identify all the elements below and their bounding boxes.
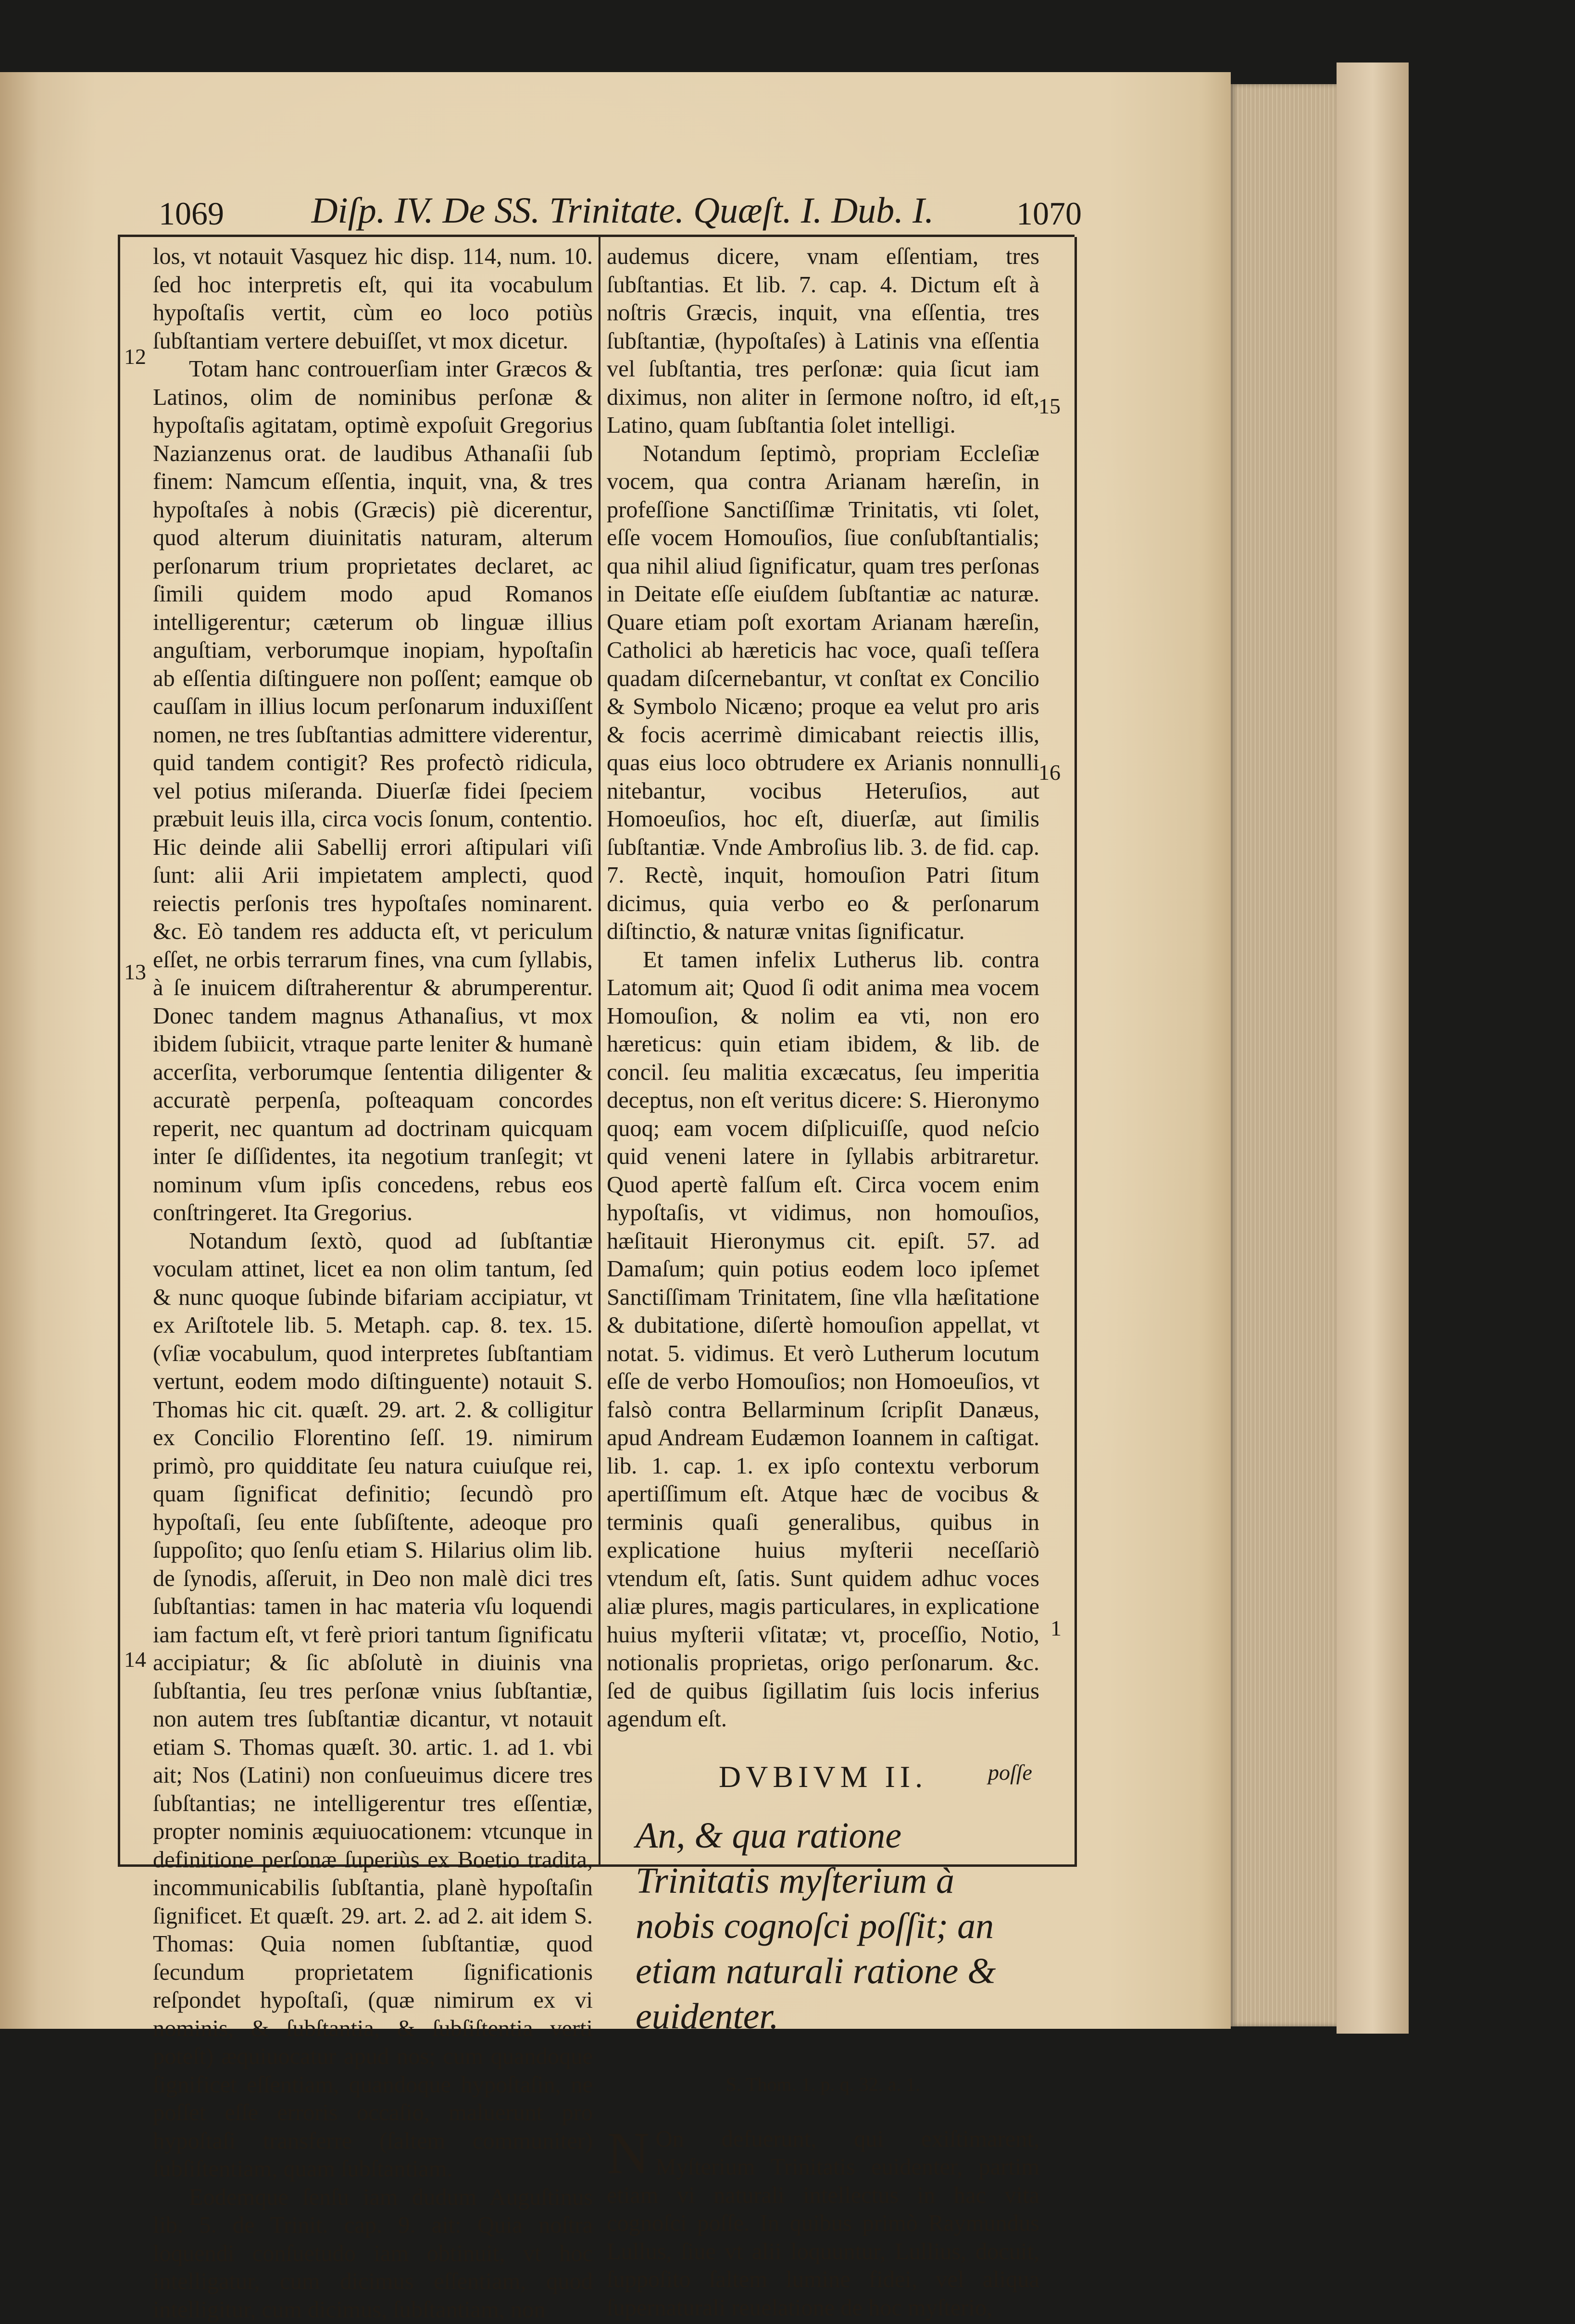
margin-number-1: 1 — [1050, 1615, 1062, 1641]
paragraph-15: Notandum ſeptimò, propriam Eccleſiæ vocem, qua contra Arianam hæreſin, in profeſſione Sanctiſſimæ Trinitatis, vti ſolet, eſſe vocem Homouſios, ſiue conſubſtantialis; qua nihil aliud ſignificatur, quam tres perſonas in Deitate eſſe eiuſdem ſubſtantiæ ac naturæ. Quare etiam poſt exortam Arianam hæreſin, Catholici ab hæreticis hac voce, quaſi teſſera quadam diſcernebantur, vt conſtat ex Concilio & Symbolo Nicæno; proque ea velut pro aris & focis acerrimè dimicabant reiectis illis, quas eius loco obtrudere ex Arianis nonnulli nitebantur, vocibus Heteruſios, aut Homoeuſios, hoc eſt, diuerſæ, aut ſimilis ſubſtantiæ. Vnde Ambroſius lib. 3. de fid. cap. 7. Rectè, inquit, homouſion Patri ſitum dicimus, quia verbo eo & perſonarum diſtinctio, & naturæ vnitas ſignificatur. — [607, 440, 1039, 946]
paragraph-13: Notandum ſextò, quod ad ſubſtantiæ voculam attinet, licet ea non olim tantum, ſed & nunc quoque ſubinde bifariam accipiatur, vt ex Ariſtotele lib. 5. Metaph. cap. 8. tex. 15. (vſiæ vocabulum, quod interpretes ſubſtantiam vertunt, eodem modo diſtinguente) notauit S. Thomas hic cit. quæſt. 29. art. 2. & colligitur ex Concilio Florentino ſeſſ. 19. nimirum primò, pro quidditate ſeu natura cuiuſque rei, quam ſignificat definitio; ſecundò pro hypoſtaſi, ſeu ente ſubſiſtente, adeoque pro ſuppoſito; quo ſenſu etiam S. Hilarius olim lib. de ſynodis, aſſeruit, in Deo non malè dici tres ſubſtantias: tamen in hac materia vſu loquendi iam factum eſt, vt ferè priori tantum ſignificatu accipiatur; & ſic abſolutè in diuinis vna ſubſtantia, ſeu tres perſonæ vnius ſubſtantiæ, non autem tres ſubſtantiæ dicantur, vt notauit etiam S. Thomas quæſt. 30. artic. 1. ad 1. vbi ait; Nos (Latini) non conſueuimus dicere tres ſubſtantias; ne intelligerentur tres eſſentiæ, propter nominis æquiuocationem: vtcunque in definitione perſonæ ſuperiùs ex Boetio tradita, incommunicabilis ſubſtantia, planè hypoſtaſin ſignificet. Et quæſt. 29. art. 2. ad 2. ait idem S. Thomas: Quia nomen ſubſtantiæ, quod ſecundum proprietatem ſignificationis reſpondet hypoſtaſi, (quæ nimirum ex vi nominis, & ſubſtantia, & ſubſiſtentia verti poteſt) æquiuocatur apud nos; cum quandoque ſignificet eſſentiam, quandoque hypoſtaſin, ne poſſet eſſe erroris occaſio, maluerunt pro hypoſtaſi transferre (ſaltem communiter) ſubſiſtentiam, quam ſubſtantiam. — [153, 1227, 593, 2184]
margin-number-14: 14 — [124, 1647, 146, 1672]
book-cover-board — [1337, 62, 1409, 2034]
left-page-number: 1069 — [159, 195, 224, 233]
right-page-number: 1070 — [1016, 195, 1082, 233]
page-header — [144, 190, 1082, 233]
margin-number-16: 16 — [1038, 760, 1061, 785]
page-fore-edge — [1231, 84, 1337, 2026]
left-column — [153, 243, 593, 1861]
dubium-heading: DVBIVM II. — [607, 1760, 1039, 1794]
margin-number-12: 12 — [124, 344, 146, 369]
running-head: Diſp. IV. De SS. Trinitate. Quæſt. I. Dub. I. — [303, 190, 942, 232]
column-divider — [599, 237, 600, 1864]
question-title: An, & qua ratione Trinitatis myſterium à nobis cognoſci poſſit; an etiam naturali ratione & euidenter. — [636, 1813, 1039, 2039]
catchword: poſſe — [988, 1760, 1032, 1785]
reference-citation: S. Thom. 1. p. q. 32. a. 1. — [607, 2073, 1039, 2097]
opening-text: On defuerunt, qui exiſtimarent, Myſterium Trinitatis euidenter, partim etiam vi naturali intellectus in hac vita cognoſci poſſe. In quibus primò Raymundus Lullus, ſiue vt alii loquuntur, Lullius, docuit, ſuppoſito ſaltem lumine fidei, vel aliqua ſupernaturali reuelatione de hoc myſterio, — [607, 2126, 1039, 2321]
paragraph-16: Et tamen infelix Lutherus lib. contra Latomum ait; Quod ſi odit anima mea vocem Homouſion, & nolim ea vti, non ero hæreticus: quin etiam ibidem, & lib. de concil. ſeu malitia excæcatus, ſeu imperitia deceptus, non eſt veritus dicere: S. Hieronymo quoq; eam vocem diſplicuiſſe, quod neſcio quid veneni latere in ſyllabis arbitraretur. Quod apertè falſum eſt. Circa vocem enim hypoſtaſis, vt vidimus, non homouſios, hæſitauit Hieronymus cit. epiſt. 57. ad Damaſum; quin potius eodem loco ipſemet Sanctiſſimam Trinitatem, ſine vlla hæſitatione & dubitatione, diſertè homouſion appellat, vt notat. 5. vidimus. Et verò Lutherum locutum eſſe de verbo Homouſios; non Homoeuſios, vt falsò contra Bellarminum ſcripſit Danæus, apud Andream Eudæmon Ioannem in caſtigat. lib. 1. cap. 1. ex ipſo contextu verborum apertiſſimum eſt. Atque hæc de vocibus & terminis quaſi generalibus, quibus in explicatione huius myſterii neceſſariò vtendum eſt, ſatis. Sunt quidem adhuc voces aliæ plures, magis particulares, in explicatione huius myſterii vſitatæ; vt, proceſſio, Notio, notionalis proprietas, origo perſonarum. &c. ſed de quibus ſigillatim ſuis locis inferius agendum eſt. — [607, 946, 1039, 1734]
paragraph-continuation-right: audemus dicere, vnam eſſentiam, tres ſubſtantias. Et lib. 7. cap. 4. Dictum eſt à noſtris Græcis, inquit, vna eſſentia, tres ſubſtantiæ, (hypoſtaſes) à Latinis vna eſſentia vel ſubſtantia, tres perſonæ: quia ſicut iam diximus, non aliter in ſermone noſtro, id eſt, Latino, quam ſubſtantia ſolet intelligi. — [607, 243, 1039, 440]
paragraph-12: Totam hanc controuerſiam inter Græcos & Latinos, olim de nominibus perſonæ & hypoſtaſis agitatam, optimè expoſuit Gregorius Nazianzenus orat. de laudibus Athanaſii ſub finem: Namcum eſſentia, inquit, vna, & tres hypoſtaſes à nobis (Græcis) piè dicerentur, quod alterum diuinitatis naturam, alterum perſonarum trium proprietates declaret, ac ſimili quidem modo apud Romanos intelligerentur; cæterum ob linguæ illius anguſtiam, verborumque inopiam, hypoſtaſin ab eſſentia diſtinguere non poſſent; eamque ob cauſſam in illius locum perſonarum induxiſſent nomen, ne tres ſubſtantias admittere viderentur, quid tandem contigit? Res profectò ridicula, vel potius miſeranda. Diuerſæ fidei ſpeciem præbuit leuis illa, circa vocis ſonum, contentio. Hic deinde alii Sabellij errori aſtipulari viſi ſunt: alii Arii impietatem amplecti, quod reiectis perſonis tres hypoſtaſes nominarent. &c. Eò tandem res adducta eſt, vt periculum eſſet, ne orbis terrarum fines, vna cum ſyllabis, à ſe inuicem diſtraherentur & abrumperentur. Donec tandem magnus Athanaſius, vt mox ibidem ſubiicit, vtraque parte leniter & humanè accerſita, verborumque ſententia diligenter & accuratè perpenſa, poſteaquam concordes reperit, nec quantum ad doctrinam quicquam inter ſe diſſidentes, ita negotium tranſegit; vt nominum vſum ipſis concedens, rebus eos conſtringeret. Ita Gregorius. — [153, 355, 593, 1227]
opening-paragraph — [607, 2125, 1039, 2323]
paragraph-14: Eodemque ſenſu iam dudum Auguſtinus lib. 5. de Trinit. cap. 9. ait: Quia noſtra loquendi conſuetudo iam obtinuit, vt hoc intelligatur, cum dicimus eſſentiam, quod intelligitur, cum dicimus, ſubſtantiam, non — [153, 2184, 593, 2324]
right-column — [607, 243, 1039, 1861]
margin-number-15: 15 — [1038, 393, 1061, 419]
margin-number-13: 13 — [124, 959, 146, 985]
paragraph-continuation: los, vt notauit Vasquez hic disp. 114, num. 10. ſed hoc interpretis eſt, qui ita vocabulum hypoſtaſis vertit, cùm eo loco potiùs ſubſtantiam vertere debuiſſet, vt mox dicetur. — [153, 243, 593, 355]
drop-cap: N — [607, 2129, 650, 2177]
